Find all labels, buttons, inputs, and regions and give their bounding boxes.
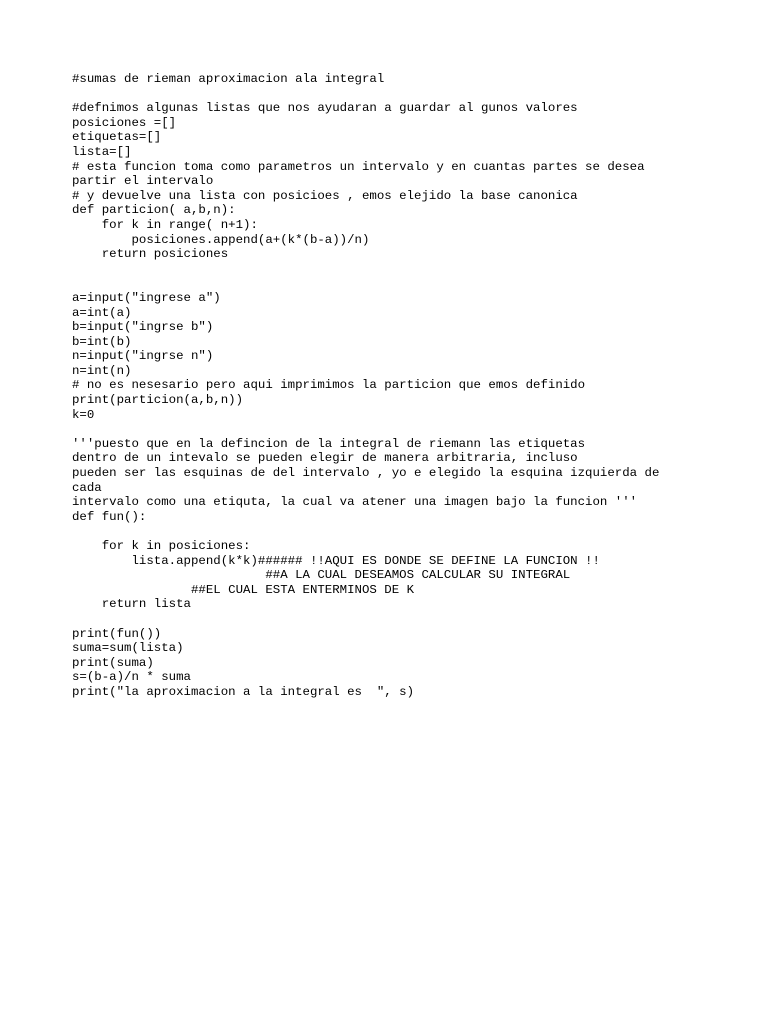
code-line: print("la aproximacion a la integral es ", s) <box>72 684 415 699</box>
code-line: return posiciones <box>72 247 229 262</box>
code-line <box>72 87 692 102</box>
code-line <box>72 262 692 277</box>
document-page <box>72 72 692 700</box>
code-line: ##EL CUAL ESTA ENTERMINOS DE K <box>72 582 415 597</box>
code-line: suma=sum(lista) <box>72 641 184 656</box>
code-line: partir el intervalo <box>72 174 214 189</box>
code-line: intervalo como una etiquta, la cual va atener una imagen bajo la funcion ''' <box>72 495 638 510</box>
code-line: cada <box>72 480 102 495</box>
code-line: #sumas de rieman aproximacion ala integral <box>72 72 385 86</box>
code-line: n=int(n) <box>72 363 132 378</box>
code-line: a=input("ingrese a") <box>72 290 221 305</box>
code-line: b=input("ingrse b") <box>72 320 214 335</box>
code-line: '''puesto que en la defincion de la integral de riemann las etiquetas <box>72 436 586 451</box>
code-line: # no es nesesario pero aqui imprimimos la particion que emos definido <box>72 378 586 393</box>
code-line: ##A LA CUAL DESEAMOS CALCULAR SU INTEGRAL <box>72 568 571 583</box>
code-line: lista=[] <box>72 144 132 159</box>
code-line: for k in range( n+1): <box>72 217 258 232</box>
code-line: print(fun()) <box>72 626 162 641</box>
code-line: a=int(a) <box>72 305 132 320</box>
code-line: n=input("ingrse n") <box>72 349 214 364</box>
code-line: # y devuelve una lista con posicioes , emos elejido la base canonica <box>72 188 578 203</box>
code-line: k=0 <box>72 407 95 422</box>
code-line: lista.append(k*k)###### !!AQUI ES DONDE SE DEFINE LA FUNCION !! <box>72 553 600 568</box>
code-line: return lista <box>72 597 191 612</box>
code-line: print(particion(a,b,n)) <box>72 393 244 408</box>
code-line <box>72 612 692 627</box>
code-line <box>72 524 692 539</box>
code-line: pueden ser las esquinas de del intervalo , yo e elegido la esquina izquierda de <box>72 466 660 481</box>
code-line <box>72 276 692 291</box>
code-line: print(suma) <box>72 655 154 670</box>
code-line: etiquetas=[] <box>72 130 162 145</box>
code-line: for k in posiciones: <box>72 539 251 553</box>
code-line: posiciones.append(a+(k*(b-a))/n) <box>72 232 370 247</box>
code-line: #defnimos algunas listas que nos ayudaran a guardar al gunos valores <box>72 101 578 116</box>
code-line: s=(b-a)/n * suma <box>72 670 191 685</box>
code-line <box>72 422 692 437</box>
code-line: posiciones =[] <box>72 115 177 130</box>
code-line: def fun(): <box>72 509 147 524</box>
code-line: dentro de un intevalo se pueden elegir de manera arbitraria, incluso <box>72 451 578 466</box>
code-line: def particion( a,b,n): <box>72 203 236 218</box>
code-line: # esta funcion toma como parametros un intervalo y en cuantas partes se desea <box>72 159 645 174</box>
code-line: b=int(b) <box>72 334 132 349</box>
